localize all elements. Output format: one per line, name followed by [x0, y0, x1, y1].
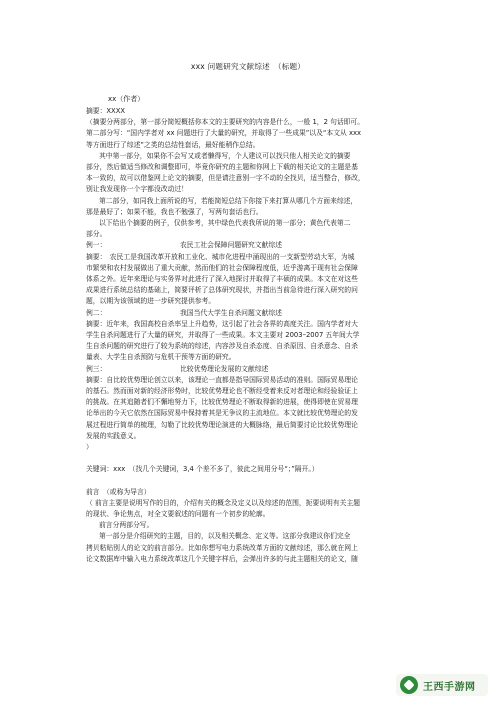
text-line: ） — [86, 443, 93, 452]
example-2-abstract — [86, 319, 438, 364]
example-1-heading — [86, 240, 438, 251]
text-line: 其中第一部分，如果你不会写又或者懒得写，个人建议可以找只他人相关论文的摘要 — [99, 151, 351, 160]
example-1-abstract — [86, 252, 438, 308]
text-line: 前言 （或称为导言） — [86, 487, 151, 496]
preface-section — [86, 487, 438, 565]
text-line: 量表、大学生自杀预防与危机干预等方面的研究。 — [86, 353, 236, 362]
text-line: 摘要：近年来，我国高校自杀率呈上升趋势，这引起了社会各界的高度关注。国内学者对大 — [86, 319, 358, 328]
text-line: 前言分两部分写。 — [99, 521, 154, 530]
example-label: 例二： — [86, 308, 107, 317]
document-title: xxx 问题研究文献综述 （标题） — [190, 62, 306, 71]
document-author: xx（作者） — [108, 95, 145, 103]
watermark-text: 王西手游网 — [423, 681, 476, 693]
text-line: 那是最好了；如果不能，我也不勉强了，写两句套话也行。 — [86, 207, 263, 216]
text-line: 以下给出个摘要的例子，仅供参考，其中绿色代表我所说的第一部分；黄色代表第二 — [99, 219, 351, 228]
example-3-heading — [86, 364, 438, 375]
example-title: 农民工社会保障问题研究文献综述 — [180, 241, 282, 250]
text-line: 第一部分是介绍研究的主题，目的，以及相关概念、定义等。这部分我建议你们完全 — [99, 532, 351, 541]
text-line: 第二部分写：“国内学者对 xx 问题进行了大量的研究，并取得了一些成果”以及“本文从 xxx — [86, 129, 362, 138]
text-line: 论举出的今天它依然在国际贸易中保持着其是无争议的主流地位。本文就比较优势理论的发 — [86, 409, 358, 418]
intro-section — [86, 106, 438, 240]
text-line: 的现状、争论焦点，对全文要叙述的问题有一个初步的轮廓。 — [86, 509, 270, 518]
example-title: 比较优势理论发展的文献综述 — [180, 364, 269, 373]
text-line: 摘要： 农民工是我国改革开放和工业化、城市化进程中涌现出的一支新型劳动大军，为城 — [86, 252, 355, 261]
text-line: 第二部分，如同我上面所说的写，若能简短总结下你接下来打算从哪几个方面来综述， — [99, 196, 358, 205]
document-body — [86, 106, 438, 565]
text-line: 市繁荣和农村发展做出了重大贡献，然而他们的社会保障程度低，近乎游离于现有社会保障 — [86, 263, 358, 272]
example-2-heading — [86, 308, 438, 319]
text-line: 的挑战。在其追随者们不懈地努力下，比较优势理论不断取得新的进展，使得即使在贸易理 — [86, 398, 358, 407]
site-watermark — [396, 674, 488, 696]
text-line: 等方面进行了综述”之类的总结性套话，最好能稍作总结。 — [86, 140, 260, 149]
text-line: 体系之外。近年来理论与实务界对此进行了深入地探讨并取得了丰硕的成果。本文在对这些 — [86, 275, 358, 284]
text-line: （ 前言主要是说明写作的目的，介绍有关的概念及定义以及综述的范围，扼要说明有关主题 — [86, 498, 361, 507]
text-line: （摘要分两部分，第一部分简短概括你本文的主要研究的内容是什么，一般 1，2 句话即可。 — [86, 118, 365, 127]
keywords-line: 关键词：xxx （找几个关键词，3,4 个差不多了，彼此之间用分号“；”隔开。） — [86, 465, 319, 474]
text-line: 展过程进行简单的梳理，勾勒了比较优势理论演进的大概脉络，最后简要讨论比较优势理论 — [86, 420, 358, 429]
spacer — [86, 453, 438, 464]
example-label: 例三： — [86, 364, 107, 373]
text-line: 生自杀问题的研究进行了较为系统的综述，内容涉及自杀态度、自杀原因、自杀意念、自杀 — [86, 342, 358, 351]
text-line: 论文数据库中输入电力系统改革这几个关键字样后，会弹出许多的与此主题相关的论文，随 — [86, 554, 358, 563]
text-line: 摘要：XXXX — [86, 107, 126, 115]
example-3-abstract — [86, 375, 438, 453]
text-line: 题，以期为该领域的进一步研究提供参考。 — [86, 297, 216, 306]
text-line: 发展的实践意义。 — [86, 431, 141, 440]
text-line: 部分，然后做适当修改和调整即可，毕竟你研究的主题和你网上下载的相关论文的主题是基 — [86, 163, 358, 172]
text-line: 的基石。然而面对新的经济形势时，比较优势理论也不断经受着来反对者理论和经验验证上 — [86, 387, 358, 396]
example-title: 我国当代大学生自杀问题文献综述 — [180, 308, 282, 317]
text-line: 部分。 — [86, 230, 107, 239]
text-line: 成果进行系统总结的基础上，简要评析了总体研究现状，并指出当前急待进行深入研究的问 — [86, 286, 358, 295]
text-line: 学生自杀问题进行了大量的研究，并取得了一些成果。本文主要对 2003–2007 五年间大学 — [86, 331, 360, 340]
text-line: 别让我发现你一个字都没改动过！ — [86, 185, 188, 194]
diamond-logo-icon — [400, 676, 418, 694]
text-line: 本一致的，故可以借鉴网上论文的摘要，但是请注意别一字不动的全找贝，适当整合，修改， — [86, 174, 365, 183]
example-label: 例一： — [86, 241, 107, 250]
spacer — [86, 476, 438, 487]
text-line: 拷贝粘贴别人的论文的前言部分。比如你想写电力系统改革方面的文献综述，那么就在网上 — [86, 543, 358, 552]
text-line: 摘要：自比较优势理论创立以来，该理论一直都是指导国际贸易活动的准则。国际贸易理论 — [86, 375, 358, 384]
